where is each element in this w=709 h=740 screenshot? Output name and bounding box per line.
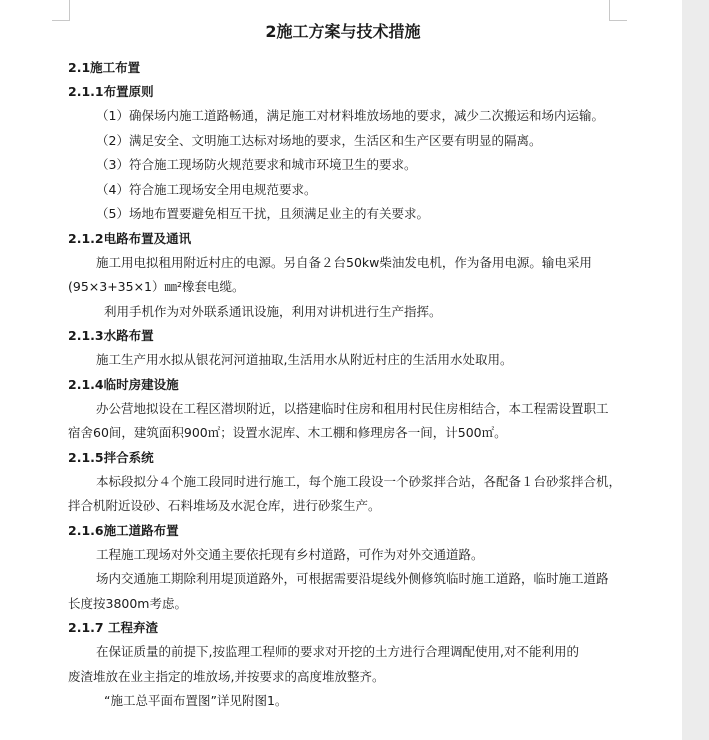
viewer-gutter: [682, 0, 709, 740]
document-body: [68, 18, 622, 714]
section-heading-2-1-1: 2.1.1布置原则: [68, 84, 154, 99]
section-heading-2-1: 2.1施工布置: [68, 60, 141, 75]
power-paragraph-line-1: 施工用电拟租用附近村庄的电源。另自备２台50kw柴油发电机，作为备用电源。输电采用: [96, 254, 592, 270]
document-title: 2施工方案与技术措施: [265, 22, 421, 41]
section-heading-2-1-5: 2.1.5拌合系统: [68, 449, 154, 465]
mixing-paragraph-line-1: 本标段拟分４个施工段同时进行施工，每个施工段设一个砂浆拌合站，各配备１台砂浆拌合机，: [96, 473, 622, 489]
section-heading-2-1-2: 2.1.2电路布置及通讯: [68, 230, 192, 246]
road-paragraph-1: 工程施工现场对外交通主要依托现有乡村道路，可作为对外交通道路。: [96, 546, 484, 562]
spoil-paragraph-line-2: 废渣堆放在业主指定的堆放场,并按要求的高度堆放整齐。: [68, 668, 385, 684]
road-paragraph-2-line-2: 长度按3800m考虑。: [68, 595, 187, 611]
spoil-paragraph-line-1: 在保证质量的前提下,按监理工程师的要求对开挖的土方进行合理调配使用,对不能利用的: [96, 644, 579, 659]
principle-item-5: （5）场地布置要避免相互干扰，且须满足业主的有关要求。: [96, 206, 429, 221]
principle-item-3: （3）符合施工现场防火规范要求和城市环境卫生的要求。: [96, 157, 417, 172]
principle-item-1: （1）确保场内施工道路畅通，满足施工对材料堆放场地的要求，减少二次搬运和场内运输。: [96, 108, 604, 123]
principle-item-2: （2）满足安全、文明施工达标对场地的要求，生活区和生产区要有明显的隔离。: [96, 132, 542, 148]
water-paragraph: 施工生产用水拟从银花河河道抽取,生活用水从附近村庄的生活用水处取用。: [96, 352, 513, 367]
section-heading-2-1-3: 2.1.3水路布置: [68, 328, 154, 343]
road-paragraph-2-line-1: 场内交通施工期除利用堤顶道路外，可根据需要沿堤线外侧修筑临时施工道路，临时施工道路: [96, 571, 609, 586]
section-heading-2-1-4: 2.1.4临时房建设施: [68, 376, 179, 392]
communication-paragraph: 利用手机作为对外联系通讯设施，利用对讲机进行生产指挥。: [104, 303, 442, 319]
housing-paragraph-line-2: 宿舍60间，建筑面积900㎡；设置水泥库、木工棚和修理房各一间，计500㎡。: [68, 425, 507, 440]
mixing-paragraph-line-2: 拌合机附近设砂、石料堆场及水泥仓库，进行砂浆生产。: [68, 498, 381, 513]
section-heading-2-1-6: 2.1.6施工道路布置: [68, 522, 179, 538]
section-heading-2-1-7: 2.1.7 工程弃渣: [68, 620, 158, 635]
housing-paragraph-line-1: 办公营地拟设在工程区潜坝附近，以搭建临时住房和租用村民住房相结合，本工程需设置职工: [96, 400, 609, 416]
principle-item-4: （4）符合施工现场安全用电规范要求。: [96, 181, 317, 197]
layout-reference-paragraph: “施工总平面布置图”详见附图1。: [104, 693, 288, 708]
power-paragraph-line-2: (95×3+35×1）㎜²橡套电缆。: [68, 279, 245, 294]
